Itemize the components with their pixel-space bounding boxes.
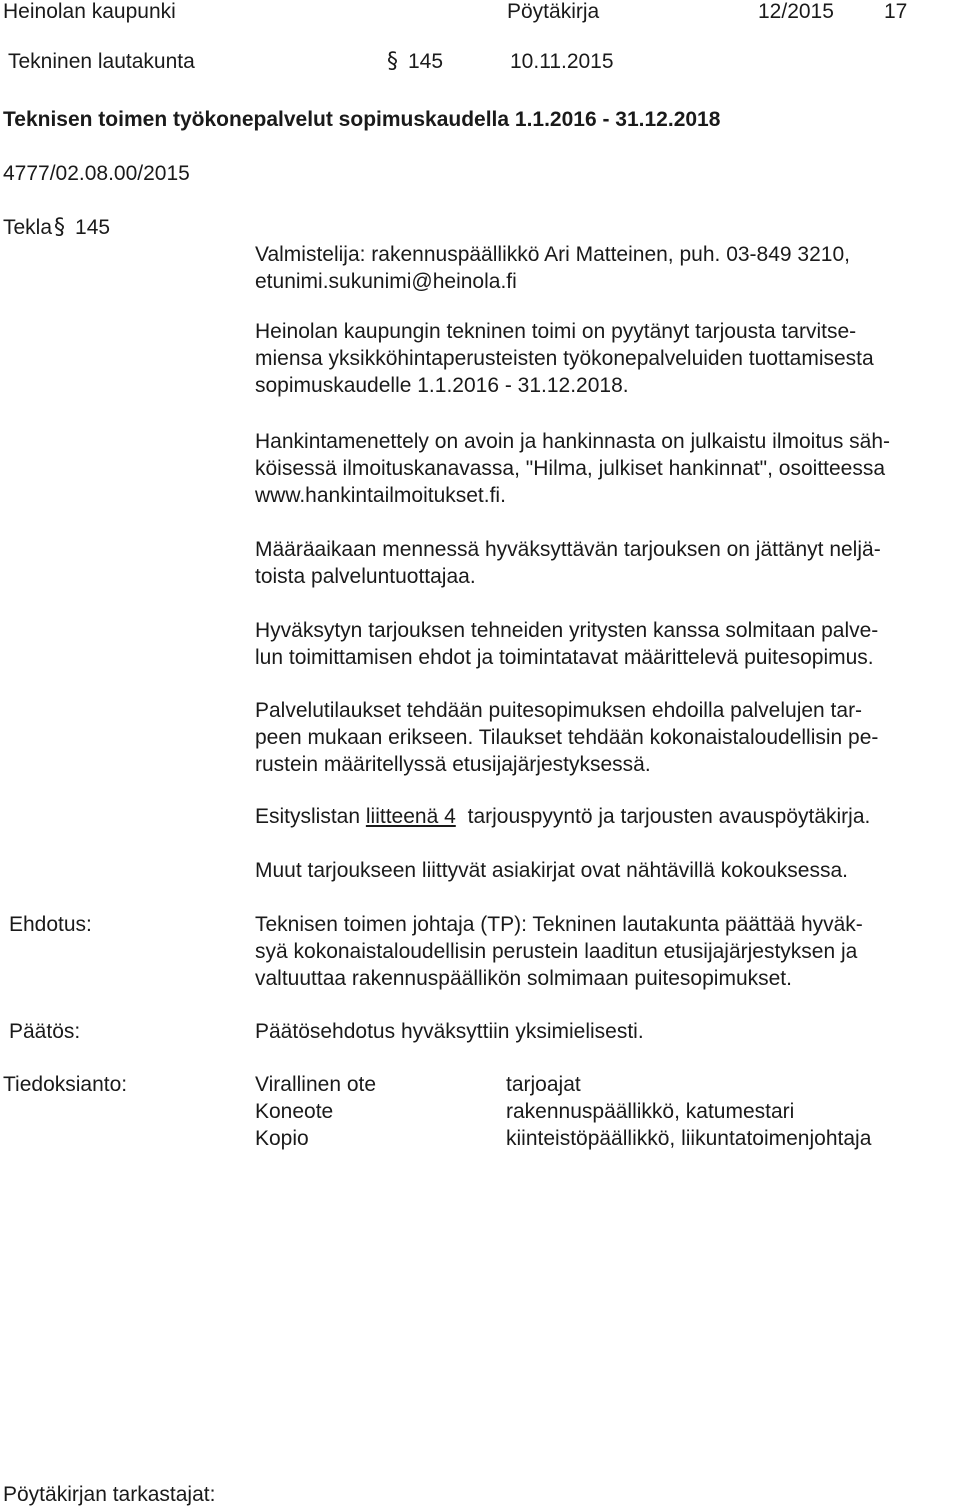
paragraph-orders (255, 697, 955, 778)
paragraph-line: miensa yksikköhintaperusteisten työkonepalveluiden tuottamisesta (255, 347, 874, 370)
notification-type: Kopio (255, 1127, 309, 1150)
section-symbol-icon: § (387, 49, 398, 74)
attachment-text-after: tarjouspyyntö ja tarjousten avauspöytäkirja. (467, 805, 871, 828)
proposal-line: valtuuttaa rakennuspäällikön solmimaan puitesopimukset. (255, 967, 792, 990)
doc-type: Pöytäkirja (507, 0, 600, 23)
proposal-line: syä kokonaistaloudellisin perustein laaditun etusijajärjestyksen ja (255, 940, 858, 963)
attachment-text-before: Esityslistan (255, 805, 361, 828)
record-number: 4777/02.08.00/2015 (3, 162, 190, 185)
paragraph-line: sopimuskaudelle 1.1.2016 - 31.12.2018. (255, 374, 629, 397)
org-name: Heinolan kaupunki (3, 0, 176, 23)
notification-type: Koneote (255, 1100, 334, 1123)
section-symbol-icon: § (54, 215, 66, 240)
paragraph-line (255, 803, 955, 830)
page-title: Teknisen toimen työkonepalvelut sopimuskaudella 1.1.2016 - 31.12.2018 (3, 108, 721, 131)
section-number: 145 (408, 50, 444, 73)
paragraph-agreement (255, 617, 955, 671)
paragraph-line: lun toimittamisen ehdot ja toimintatavat määrittelevä puitesopimus. (255, 646, 874, 669)
paragraph-request (255, 318, 955, 399)
notification-recipient: kiinteistöpäällikkö, liikuntatoimenjohtaja (506, 1127, 872, 1150)
paragraph-line: rustein määritellyssä etusijajärjestyksessä. (255, 753, 651, 776)
paragraph-procedure (255, 428, 955, 509)
tekla-label: Tekla (3, 216, 53, 239)
attachment-link[interactable]: liitteenä 4 (365, 805, 456, 828)
preparer-block (255, 241, 955, 295)
paragraph-attachment (255, 803, 955, 830)
doc-number: 12/2015 (758, 0, 834, 23)
proposal-line: Teknisen toimen johtaja (TP): Tekninen lautakunta päättää hyväk- (255, 913, 863, 936)
paragraph-line: Hankintamenettely on avoin ja hankinnasta on julkaistu ilmoitus säh- (255, 430, 891, 453)
paragraph-line: Muut tarjoukseen liittyvät asiakirjat ovat nähtävillä kokouksessa. (255, 859, 848, 882)
paragraph-line: Palvelutilaukset tehdään puitesopimuksen ehdoilla palvelujen tar- (255, 699, 863, 722)
paragraph-line: Määräaikaan mennessä hyväksyttävän tarjouksen on jättänyt neljä- (255, 538, 881, 561)
paragraph-line: toista palveluntuottajaa. (255, 565, 476, 588)
paragraph-line: peen mukaan erikseen. Tilaukset tehdään kokonaistaloudellisin pe- (255, 726, 879, 749)
paragraph-line: Heinolan kaupungin tekninen toimi on pyytänyt tarjousta tarvitse- (255, 320, 857, 343)
page-number: 17 (884, 0, 908, 23)
board-name: Tekninen lautakunta (8, 50, 195, 73)
preparer-email: etunimi.sukunimi@heinola.fi (255, 270, 517, 293)
proposal-label: Ehdotus: (9, 913, 92, 936)
decision-label: Päätös: (9, 1020, 81, 1043)
decision-text (255, 1018, 955, 1045)
notification-type: Virallinen ote (255, 1073, 377, 1096)
paragraph-line: Hyväksytyn tarjouksen tehneiden yritysten kanssa solmitaan palve- (255, 619, 879, 642)
paragraph-bids (255, 536, 955, 590)
tekla-number: 145 (75, 216, 111, 239)
preparer-line: Valmistelija: rakennuspäällikkö Ari Matteinen, puh. 03-849 3210, (255, 243, 850, 266)
section-ref (385, 48, 443, 75)
proposal-text (255, 911, 955, 992)
notification-label: Tiedoksianto: (3, 1073, 128, 1096)
paragraph-documents (255, 857, 955, 884)
paragraph-line: www.hankintailmoitukset.fi. (255, 484, 506, 507)
notification-recipient: tarjoajat (506, 1073, 581, 1096)
meeting-date: 10.11.2015 (510, 50, 614, 73)
notification-recipient: rakennuspäällikkö, katumestari (506, 1100, 795, 1123)
tekla-ref (3, 214, 110, 241)
decision-line: Päätösehdotus hyväksyttiin yksimielisesti. (255, 1020, 644, 1043)
paragraph-line: köisessä ilmoituskanavassa, "Hilma, julkiset hankinnat", osoitteessa (255, 457, 886, 480)
reviewers-label: Pöytäkirjan tarkastajat: (3, 1483, 216, 1506)
